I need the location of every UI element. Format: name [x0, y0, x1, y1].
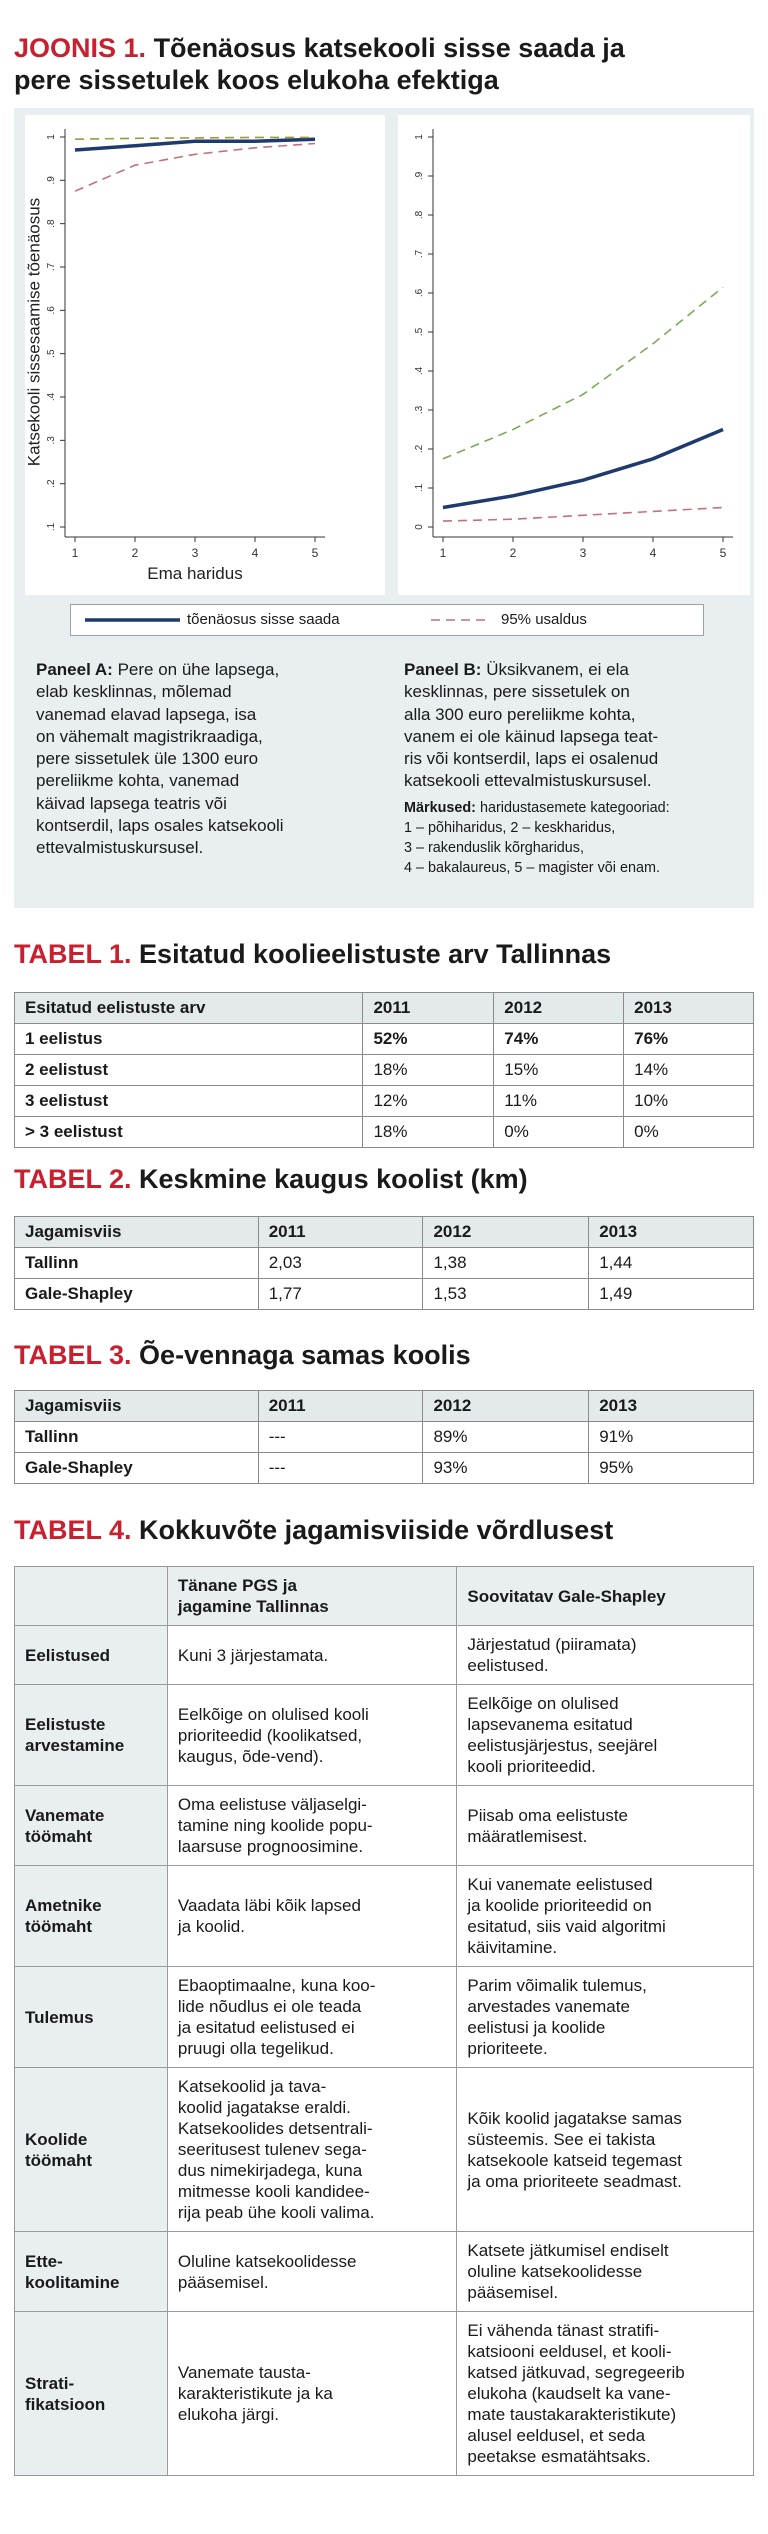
table-cell: Vaadata läbi kõik lapsed ja koolid.	[167, 1866, 456, 1967]
table-cell: 18%	[363, 1117, 494, 1148]
table-cell: 1,77	[258, 1279, 423, 1310]
x-axis-label: Ema haridus	[147, 564, 243, 583]
y-tick-label: .1	[46, 522, 57, 532]
y-tick-label: .8	[414, 210, 425, 220]
table-row-header: Ametnike töömaht	[15, 1866, 168, 1967]
panel-b-line: ris või kontserdil, laps ei osalenud	[404, 749, 659, 769]
panel-a-label: Paneel A:	[36, 660, 113, 679]
table-cell: 76%	[624, 1024, 754, 1055]
chart-a-area	[25, 115, 385, 595]
table-header-cell: 2011	[258, 1391, 423, 1422]
table-cell: Vanemate tausta- karakteristikute ja ka elukoha järgi.	[167, 2312, 456, 2476]
table-header-cell: 2012	[494, 993, 624, 1024]
legend-solid-label: tõenäosus sisse saada	[187, 611, 340, 628]
table-cell: Ebaoptimaalne, kuna koo- lide nõudlus ei ole teada ja esitatud eelistused ei pruugi olla tegelikud.	[167, 1967, 456, 2068]
table-row	[15, 2232, 754, 2312]
table-cell: 52%	[363, 1024, 494, 1055]
table-cell: 3 eelistust	[15, 1086, 363, 1117]
table-cell: ---	[258, 1453, 423, 1484]
table-row	[15, 1453, 754, 1484]
table-cell: Piisab oma eelistuste määratlemisest.	[457, 1786, 754, 1866]
table-header-cell: 2013	[589, 1217, 754, 1248]
x-tick-label: 3	[191, 546, 199, 560]
panel-a-line: käivad lapsega teatris või	[36, 793, 227, 813]
table1-title-text: Esitatud koolieelistuste arv Tallinnas	[139, 939, 612, 969]
table-header-cell: 2012	[423, 1217, 589, 1248]
table-cell: Katsekoolid ja tava- koolid jagatakse eraldi. Katsekoolides detsentrali- seeritusest tulenev sega- dus nimekirjadega, kuna mitmesse kooli kandidee- rija peab ühe kooli valima.	[167, 2068, 456, 2232]
table3-label: TABEL 3.	[14, 1340, 132, 1370]
table-header-cell: Esitatud eelistuste arv	[15, 993, 363, 1024]
table3	[14, 1390, 754, 1484]
panel-a-line: Pere on ühe lapsega,	[112, 660, 280, 679]
table3-title	[14, 1339, 471, 1371]
table-row	[15, 1086, 754, 1117]
y-tick-label: 1	[46, 134, 57, 140]
table-header-row	[15, 1391, 754, 1422]
panel-b-description	[404, 659, 754, 793]
table-cell: Katsete jätkumisel endiselt oluline katsekoolidesse pääsemisel.	[457, 2232, 754, 2312]
table-cell: 91%	[589, 1422, 754, 1453]
table-cell: 0%	[494, 1117, 624, 1148]
table-header-row	[15, 993, 754, 1024]
table-row	[15, 1422, 754, 1453]
table-header-row	[15, 1567, 754, 1626]
table-cell: ---	[258, 1422, 423, 1453]
y-tick-label: .9	[414, 171, 425, 181]
table-header-cell: 2011	[258, 1217, 423, 1248]
table-row	[15, 1279, 754, 1310]
notes-line: 4 – bakalaureus, 5 – magister või enam.	[404, 860, 660, 876]
table-header-row	[15, 1217, 754, 1248]
table-cell: 1,49	[589, 1279, 754, 1310]
table-row-header: Vanemate töömaht	[15, 1786, 168, 1866]
table1-title	[14, 938, 611, 970]
legend-dashed-label: 95% usaldus	[501, 611, 587, 628]
table-header-cell: Tänane PGS ja jagamine Tallinnas	[167, 1567, 456, 1626]
table-cell: Kui vanemate eelistused ja koolide prioriteedid on esitatud, siis vaid algoritmi käivitamine.	[457, 1866, 754, 1967]
table-cell: 1,38	[423, 1248, 589, 1279]
table-row	[15, 1967, 754, 2068]
table-header-cell: Jagamisviis	[15, 1391, 259, 1422]
panel-a-line: on vähemalt magistrikraadiga,	[36, 726, 263, 746]
table1-label: TABEL 1.	[14, 939, 132, 969]
series-probability-line	[75, 139, 315, 150]
table-cell: 89%	[423, 1422, 589, 1453]
table-cell: 1,44	[589, 1248, 754, 1279]
table-cell: 1,53	[423, 1279, 589, 1310]
figure-title	[14, 32, 625, 96]
y-tick-label: .7	[46, 262, 57, 272]
chart-legend	[70, 604, 704, 636]
panel-a-line: kontserdil, laps osales katsekooli	[36, 816, 284, 836]
table-cell: 10%	[624, 1086, 754, 1117]
y-tick-label: .5	[414, 327, 425, 337]
panel-b-label: Paneel B:	[404, 660, 482, 679]
table-row	[15, 1685, 754, 1786]
table-row-header: Ette- koolitamine	[15, 2232, 168, 2312]
table-header-cell: Jagamisviis	[15, 1217, 259, 1248]
figure-title-line2: pere sissetulek koos elukoha efektiga	[14, 65, 499, 95]
y-tick-label: .5	[46, 349, 57, 358]
table-cell: 15%	[494, 1055, 624, 1086]
table-cell: 18%	[363, 1055, 494, 1086]
table-cell: 2 eelistust	[15, 1055, 363, 1086]
table-cell: 74%	[494, 1024, 624, 1055]
table-row	[15, 2068, 754, 2232]
table-row-header: Koolide töömaht	[15, 2068, 168, 2232]
table-header-cell: 2013	[624, 993, 754, 1024]
table-cell: Kõik koolid jagatakse samas süsteemis. See ei takista katsekoole katseid tegemast ja oma prioriteete seadmast.	[457, 2068, 754, 2232]
table-cell: > 3 eelistust	[15, 1117, 363, 1148]
y-tick-label: 0	[414, 524, 425, 530]
y-tick-label: 1	[414, 134, 425, 140]
y-tick-label: .7	[414, 249, 425, 259]
y-tick-label: .3	[414, 405, 425, 415]
y-tick-label: .4	[414, 366, 425, 376]
table-row	[15, 1786, 754, 1866]
table-header-cell: 2012	[423, 1391, 589, 1422]
table-row-header: Eelistused	[15, 1626, 168, 1685]
x-tick-label: 2	[131, 546, 139, 560]
y-tick-label: .2	[46, 479, 57, 488]
chart-a	[25, 115, 385, 595]
table4-title	[14, 1514, 613, 1546]
x-tick-label: 4	[251, 546, 259, 560]
table-cell: Tallinn	[15, 1248, 259, 1279]
panel-a-line: elab kesklinnas, mõlemad	[36, 682, 232, 702]
figure-notes	[404, 798, 754, 878]
table1	[14, 992, 754, 1148]
panel-b-line: Üksikvanem, ei ela	[481, 660, 629, 679]
table-cell: 93%	[423, 1453, 589, 1484]
table-row-header: Tulemus	[15, 1967, 168, 2068]
table-cell: 2,03	[258, 1248, 423, 1279]
table-row-header: Strati- fikatsioon	[15, 2312, 168, 2476]
y-tick-label: .9	[46, 176, 57, 185]
table-header-cell: Soovitatav Gale-Shapley	[457, 1567, 754, 1626]
table4-label: TABEL 4.	[14, 1515, 132, 1545]
table-cell: 0%	[624, 1117, 754, 1148]
table-header-cell	[15, 1567, 168, 1626]
panel-a-line: vanemad elavad lapsega, isa	[36, 704, 257, 724]
table-row	[15, 1055, 754, 1086]
table-header-cell: 2013	[589, 1391, 754, 1422]
x-tick-label: 3	[579, 546, 587, 560]
panel-a-line: ettevalmistuskursusel.	[36, 838, 204, 858]
y-axis-label: Katsekooli sissesaamise tõenäosus	[25, 197, 44, 467]
panel-a-line: pere sissetulek üle 1300 euro	[36, 749, 259, 769]
notes-line: 1 – põhiharidus, 2 – keskharidus,	[404, 820, 616, 836]
table2-title-text: Keskmine kaugus koolist (km)	[139, 1164, 528, 1194]
series-confidence-line	[75, 144, 315, 192]
table-cell: 1 eelistus	[15, 1024, 363, 1055]
panel-a-description	[36, 659, 386, 860]
x-tick-label: 5	[719, 546, 727, 560]
notes-line: 3 – rakenduslik kõrgharidus,	[404, 840, 584, 856]
table-cell: 95%	[589, 1453, 754, 1484]
series-confidence-line	[443, 287, 723, 459]
table-row	[15, 1024, 754, 1055]
table-cell: Järjestatud (piiramata) eelistused.	[457, 1626, 754, 1685]
table-row	[15, 1248, 754, 1279]
table-cell: Kuni 3 järjestamata.	[167, 1626, 456, 1685]
y-tick-label: .3	[46, 436, 57, 445]
x-tick-label: 1	[439, 546, 447, 560]
y-tick-label: .2	[414, 444, 425, 454]
table2	[14, 1216, 754, 1310]
table-cell: Oluline katsekoolidesse pääsemisel.	[167, 2232, 456, 2312]
table-cell: Eelkõige on olulised kooli prioriteedid (koolikatsed, kaugus, õde-vend).	[167, 1685, 456, 1786]
panel-b-line: alla 300 euro pereliikme kohta,	[404, 704, 636, 724]
panel-b-line: katsekooli ettevalmistuskursusel.	[404, 771, 652, 791]
table-cell: Gale-Shapley	[15, 1453, 259, 1484]
notes-line: haridustasemete kategooriad:	[475, 800, 670, 816]
table-cell: 11%	[494, 1086, 624, 1117]
y-tick-label: .1	[414, 483, 425, 493]
x-tick-label: 5	[311, 546, 319, 560]
x-tick-label: 4	[649, 546, 657, 560]
notes-label: Märkused:	[404, 800, 476, 816]
table2-title	[14, 1163, 528, 1195]
table4-title-text: Kokkuvõte jagamisviiside võrdlusest	[139, 1515, 614, 1545]
table-cell: 12%	[363, 1086, 494, 1117]
table-header-cell: 2011	[363, 993, 494, 1024]
chart-b-area	[398, 115, 750, 595]
y-tick-label: .6	[46, 306, 57, 315]
legend-dashed-swatch	[431, 605, 491, 635]
y-tick-label: .4	[46, 392, 57, 402]
figure-title-line1: Tõenäosus katsekooli sisse saada ja	[153, 33, 625, 63]
table-cell: Tallinn	[15, 1422, 259, 1453]
x-tick-label: 1	[71, 546, 79, 560]
table2-label: TABEL 2.	[14, 1164, 132, 1194]
table-row	[15, 2312, 754, 2476]
table-cell: Gale-Shapley	[15, 1279, 259, 1310]
table-row	[15, 1626, 754, 1685]
y-tick-label: .8	[46, 219, 57, 228]
table-cell: Oma eelistuse väljaselgi- tamine ning koolide popu- laarsuse prognoosimine.	[167, 1786, 456, 1866]
table-cell: 14%	[624, 1055, 754, 1086]
legend-solid-swatch	[85, 605, 185, 635]
panel-a-line: pereliikme kohta, vanemad	[36, 771, 240, 791]
table-cell: Eelkõige on olulised lapsevanema esitatud eelistusjärjestus, seejärel kooli prioriteedid.	[457, 1685, 754, 1786]
panel-b-line: vanem ei ole käinud lapsega teat-	[404, 726, 659, 746]
table4	[14, 1566, 754, 2476]
y-tick-label: .6	[414, 288, 425, 298]
chart-b	[398, 115, 750, 595]
table-row	[15, 1117, 754, 1148]
table-cell: Ei vähenda tänast stratifi- katsiooni eeldusel, et kooli- katsed jätkuvad, segregeerib elukoha (kaudselt ka vane- mate taustakarakteristikute) alusel eeldusel, et seda peetakse esmatähtsaks.	[457, 2312, 754, 2476]
panel-b-line: kesklinnas, pere sissetulek on	[404, 682, 630, 702]
table3-title-text: Õe-vennaga samas koolis	[139, 1340, 471, 1370]
x-tick-label: 2	[509, 546, 517, 560]
table-row-header: Eelistuste arvestamine	[15, 1685, 168, 1786]
table-cell: Parim võimalik tulemus, arvestades vanemate eelistusi ja koolide prioriteete.	[457, 1967, 754, 2068]
table-row	[15, 1866, 754, 1967]
figure-label: JOONIS 1.	[14, 33, 147, 63]
series-confidence-line	[443, 508, 723, 522]
